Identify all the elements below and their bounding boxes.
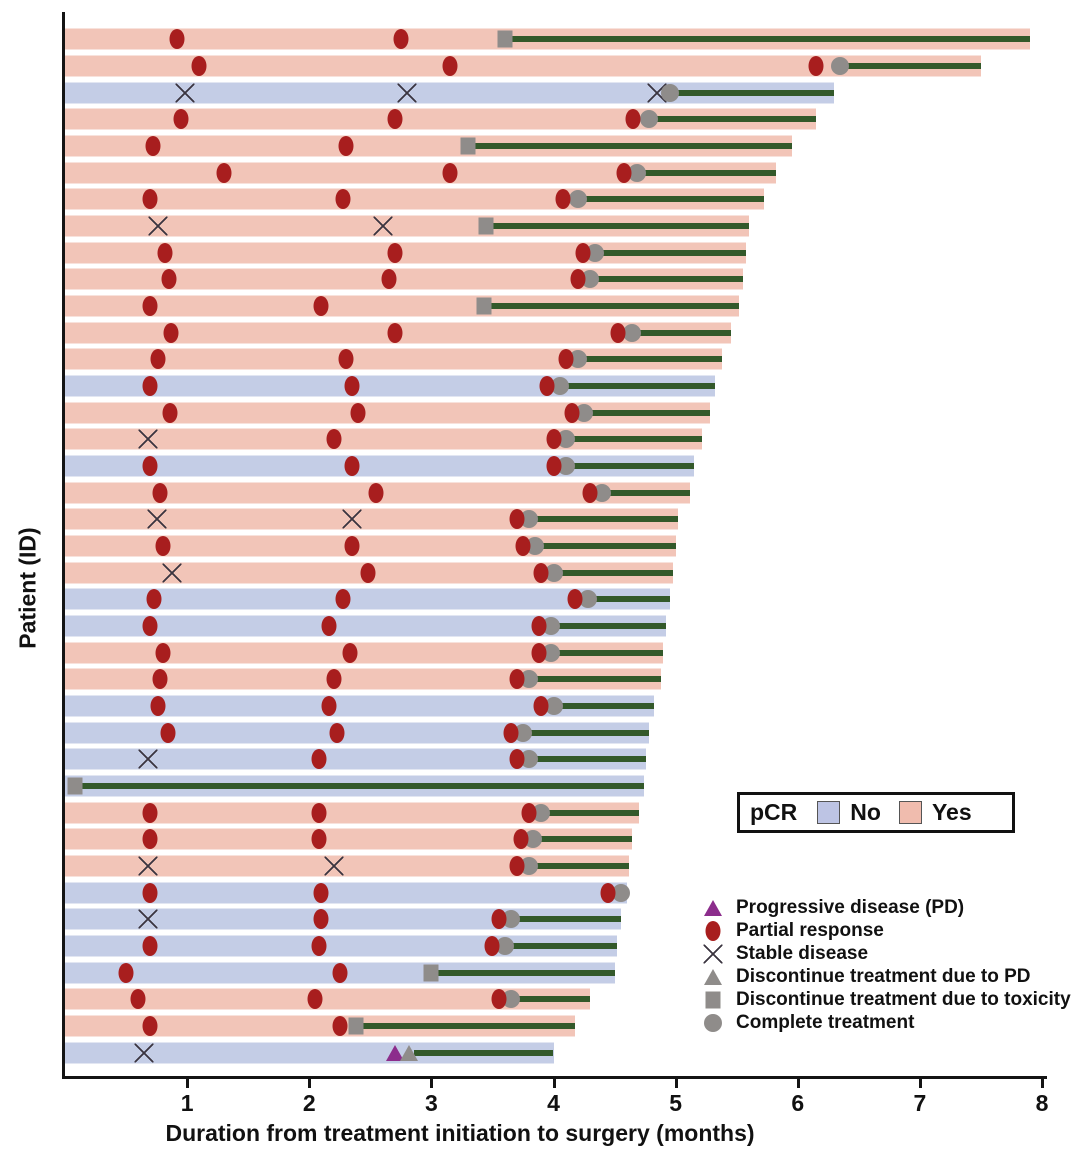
marker-partial-response — [442, 56, 457, 76]
y-axis-line — [62, 12, 65, 1079]
marker-partial-response — [338, 349, 353, 369]
marker-partial-response — [601, 883, 616, 903]
marker-partial-response — [625, 109, 640, 129]
marker-partial-response — [564, 403, 579, 423]
x-axis-tick — [186, 1079, 189, 1088]
marker-partial-response — [342, 643, 357, 663]
marker-legend-row — [702, 988, 1077, 1011]
x-axis-tick — [430, 1079, 433, 1088]
marker-discontinue-pd-icon — [400, 1045, 418, 1061]
marker-partial-response — [534, 563, 549, 583]
marker-discontinue-toxicity — [479, 217, 494, 234]
post-treatment-line — [632, 330, 731, 336]
patient-row — [65, 719, 1042, 746]
marker-partial-response — [344, 376, 359, 396]
marker-partial-response — [556, 189, 571, 209]
marker-discontinue-toxicity — [476, 297, 491, 314]
marker-partial-response — [351, 403, 366, 423]
patient-row — [65, 346, 1042, 373]
patient-row — [65, 693, 1042, 720]
post-treatment-line — [75, 783, 644, 789]
marker-partial-response — [336, 189, 351, 209]
pcr-swatch-yes — [899, 801, 922, 824]
marker-partial-response — [216, 163, 231, 183]
marker-discontinue-pd-icon-icon — [704, 969, 722, 985]
marker-partial-response — [145, 136, 160, 156]
post-treatment-line — [529, 676, 661, 682]
post-treatment-line — [584, 410, 710, 416]
marker-partial-response — [575, 243, 590, 263]
marker-partial-response — [534, 696, 549, 716]
post-treatment-line — [551, 650, 663, 656]
marker-partial-response — [143, 616, 158, 636]
patient-row — [65, 1039, 1042, 1066]
pcr-legend — [737, 792, 1015, 833]
marker-partial-response — [312, 936, 327, 956]
post-treatment-line — [551, 623, 666, 629]
patient-row — [65, 373, 1042, 400]
marker-partial-response — [321, 696, 336, 716]
patient-row — [65, 479, 1042, 506]
patient-row — [65, 26, 1042, 53]
marker-legend-label: Stable disease — [736, 942, 869, 964]
marker-stable-disease — [148, 216, 167, 235]
marker-complete-treatment — [831, 57, 849, 75]
x-axis-label: Duration from treatment initiation to surgery (months) — [165, 1120, 755, 1146]
marker-partial-response — [611, 323, 626, 343]
marker-complete-treatment — [569, 190, 587, 208]
marker-partial-response — [143, 829, 158, 849]
marker-partial-response — [522, 803, 537, 823]
post-treatment-line — [529, 863, 629, 869]
marker-legend-icon-cell — [702, 943, 724, 965]
marker-partial-response — [540, 376, 555, 396]
patient-row — [65, 159, 1042, 186]
marker-partial-response — [155, 536, 170, 556]
marker-partial-response — [143, 376, 158, 396]
patient-row — [65, 613, 1042, 640]
marker-partial-response — [387, 243, 402, 263]
post-treatment-line — [566, 436, 703, 442]
marker-legend-icon-cell — [702, 966, 724, 988]
x-axis-tick — [553, 1079, 556, 1088]
patient-row — [65, 53, 1042, 80]
marker-partial-response — [568, 589, 583, 609]
pcr-legend-item-label: No — [850, 799, 881, 825]
marker-partial-response — [513, 829, 528, 849]
marker-partial-response — [314, 883, 329, 903]
patient-row — [65, 266, 1042, 293]
marker-partial-response — [164, 323, 179, 343]
x-axis-tick — [675, 1079, 678, 1088]
pcr-swatch-no — [817, 801, 840, 824]
marker-partial-response — [387, 323, 402, 343]
marker-stable-disease — [324, 856, 343, 875]
post-treatment-line — [484, 303, 739, 309]
patient-row — [65, 319, 1042, 346]
marker-partial-response — [143, 1016, 158, 1036]
marker-partial-response — [161, 269, 176, 289]
marker-stable-disease — [135, 1043, 154, 1062]
marker-legend-icon-cell — [702, 989, 724, 1011]
marker-partial-response — [583, 483, 598, 503]
marker-partial-response — [312, 749, 327, 769]
y-axis-label: Patient (ID) — [14, 527, 41, 649]
marker-partial-response — [119, 963, 134, 983]
marker-partial-response — [381, 269, 396, 289]
marker-partial-response — [332, 1016, 347, 1036]
patient-row — [65, 133, 1042, 160]
marker-legend-icon-cell — [702, 920, 724, 942]
marker-legend-icon-cell — [702, 1012, 724, 1034]
marker-partial-response — [338, 136, 353, 156]
marker-partial-response — [330, 723, 345, 743]
x-axis-tick — [1041, 1079, 1044, 1088]
x-axis-tick-label: 3 — [424, 1090, 438, 1116]
marker-partial-response — [163, 403, 178, 423]
x-axis-tick-label: 8 — [1035, 1090, 1049, 1116]
x-axis-tick — [919, 1079, 922, 1088]
x-axis-tick-label: 1 — [180, 1090, 194, 1116]
marker-partial-response — [150, 349, 165, 369]
marker-partial-response — [546, 456, 561, 476]
marker-partial-response — [143, 456, 158, 476]
x-axis-tick-label: 4 — [547, 1090, 560, 1116]
marker-partial-response — [143, 189, 158, 209]
x-axis-tick — [797, 1079, 800, 1088]
post-treatment-line — [523, 730, 649, 736]
marker-progressive-disease-icon — [704, 900, 722, 916]
marker-complete-treatment-icon — [704, 1014, 722, 1032]
post-treatment-line — [566, 463, 694, 469]
marker-partial-response — [617, 163, 632, 183]
marker-stable-disease — [342, 510, 361, 529]
marker-partial-response — [509, 509, 524, 529]
marker-legend-icon-cell — [702, 897, 724, 919]
marker-partial-response — [509, 749, 524, 769]
pcr-legend-items — [817, 799, 971, 826]
patient-row — [65, 666, 1042, 693]
patient-row — [65, 213, 1042, 240]
marker-partial-response — [314, 296, 329, 316]
marker-partial-response — [308, 989, 323, 1009]
post-treatment-line — [511, 996, 590, 1002]
patient-row — [65, 426, 1042, 453]
patient-row — [65, 293, 1042, 320]
pcr-legend-item — [899, 799, 972, 826]
marker-partial-response-icon — [706, 921, 721, 941]
marker-legend-label: Discontinue treatment due to toxicity — [736, 988, 1071, 1010]
marker-partial-response — [160, 723, 175, 743]
marker-partial-response — [321, 616, 336, 636]
post-treatment-line — [578, 196, 764, 202]
marker-partial-response — [558, 349, 573, 369]
marker-partial-response — [326, 669, 341, 689]
marker-discontinue-toxicity — [461, 137, 476, 154]
marker-partial-response — [332, 963, 347, 983]
patient-row — [65, 506, 1042, 533]
marker-partial-response — [393, 29, 408, 49]
marker-partial-response — [314, 909, 329, 929]
post-treatment-line — [414, 1050, 553, 1056]
marker-discontinue-toxicity — [424, 964, 439, 981]
marker-partial-response — [158, 243, 173, 263]
patient-row — [65, 746, 1042, 773]
post-treatment-line — [595, 250, 746, 256]
post-treatment-line — [554, 703, 654, 709]
marker-discontinue-toxicity — [67, 777, 82, 794]
marker-partial-response — [360, 563, 375, 583]
marker-legend-label: Partial response — [736, 919, 884, 941]
marker-partial-response — [131, 989, 146, 1009]
marker-partial-response — [509, 856, 524, 876]
post-treatment-line — [602, 490, 690, 496]
patient-row — [65, 106, 1042, 133]
post-treatment-line — [533, 836, 632, 842]
marker-stable-disease — [139, 910, 158, 929]
marker-partial-response — [153, 483, 168, 503]
post-treatment-line — [529, 756, 646, 762]
marker-partial-response — [485, 936, 500, 956]
marker-stable-disease — [139, 856, 158, 875]
marker-legend-row — [702, 942, 1077, 965]
marker-partial-response — [155, 643, 170, 663]
post-treatment-line — [486, 223, 749, 229]
post-treatment-line — [505, 943, 617, 949]
marker-partial-response — [312, 803, 327, 823]
marker-legend-row — [702, 1011, 1077, 1034]
patient-row — [65, 853, 1042, 880]
marker-legend-row — [702, 896, 1077, 919]
marker-partial-response — [143, 883, 158, 903]
marker-complete-treatment — [640, 110, 658, 128]
post-treatment-line — [590, 276, 743, 282]
post-treatment-line — [578, 356, 722, 362]
marker-partial-response — [344, 456, 359, 476]
marker-legend — [702, 896, 1077, 1034]
marker-complete-treatment — [661, 84, 679, 102]
marker-legend-row — [702, 919, 1077, 942]
marker-stable-disease-icon — [704, 944, 723, 963]
marker-partial-response — [369, 483, 384, 503]
post-treatment-line — [560, 383, 715, 389]
marker-stable-disease — [163, 563, 182, 582]
post-treatment-line — [649, 116, 816, 122]
post-treatment-line — [588, 596, 670, 602]
post-treatment-line — [431, 970, 614, 976]
marker-partial-response — [143, 803, 158, 823]
marker-legend-label: Discontinue treatment due to PD — [736, 965, 1031, 987]
marker-partial-response — [143, 936, 158, 956]
marker-partial-response — [170, 29, 185, 49]
patient-row — [65, 586, 1042, 613]
pcr-legend-item-label: Yes — [931, 799, 972, 825]
marker-stable-disease — [147, 510, 166, 529]
patient-row — [65, 639, 1042, 666]
post-treatment-line — [535, 543, 675, 549]
marker-partial-response — [153, 669, 168, 689]
post-treatment-line — [541, 810, 639, 816]
marker-partial-response — [491, 909, 506, 929]
patient-row — [65, 453, 1042, 480]
marker-partial-response — [809, 56, 824, 76]
marker-partial-response — [150, 696, 165, 716]
marker-partial-response — [312, 829, 327, 849]
post-treatment-line — [468, 143, 792, 149]
patient-row — [65, 239, 1042, 266]
marker-partial-response — [442, 163, 457, 183]
marker-partial-response — [515, 536, 530, 556]
marker-partial-response — [570, 269, 585, 289]
marker-partial-response — [531, 643, 546, 663]
marker-partial-response — [503, 723, 518, 743]
pcr-legend-title: pCR — [750, 799, 798, 825]
post-treatment-line — [670, 90, 835, 96]
marker-partial-response — [336, 589, 351, 609]
pcr-legend-item — [817, 799, 881, 826]
marker-stable-disease — [139, 750, 158, 769]
post-treatment-line — [356, 1023, 576, 1029]
x-axis-tick — [308, 1079, 311, 1088]
marker-stable-disease — [139, 430, 158, 449]
marker-stable-disease — [175, 83, 194, 102]
marker-legend-row — [702, 965, 1077, 988]
marker-partial-response — [143, 296, 158, 316]
patient-row — [65, 186, 1042, 213]
post-treatment-line — [637, 170, 776, 176]
x-axis-tick-label: 5 — [669, 1090, 683, 1116]
marker-discontinue-toxicity-icon — [706, 991, 721, 1008]
marker-partial-response — [147, 589, 162, 609]
marker-partial-response — [387, 109, 402, 129]
marker-legend-label: Complete treatment — [736, 1011, 915, 1033]
marker-partial-response — [509, 669, 524, 689]
patient-row — [65, 533, 1042, 560]
marker-partial-response — [491, 989, 506, 1009]
marker-partial-response — [192, 56, 207, 76]
post-treatment-line — [529, 516, 678, 522]
x-axis-tick-label: 6 — [791, 1090, 805, 1116]
post-treatment-line — [840, 63, 980, 69]
patient-row — [65, 559, 1042, 586]
post-treatment-line — [511, 916, 621, 922]
marker-stable-disease — [397, 83, 416, 102]
patient-row — [65, 399, 1042, 426]
x-axis-tick-label: 2 — [302, 1090, 316, 1116]
marker-stable-disease — [373, 216, 392, 235]
patient-row — [65, 79, 1042, 106]
x-axis-tick-label: 7 — [913, 1090, 927, 1116]
marker-legend-label: Progressive disease (PD) — [736, 896, 965, 918]
marker-partial-response — [531, 616, 546, 636]
post-treatment-line — [554, 570, 674, 576]
post-treatment-line — [505, 36, 1030, 42]
marker-discontinue-toxicity — [348, 1017, 363, 1034]
marker-discontinue-toxicity — [497, 31, 512, 48]
marker-partial-response — [546, 429, 561, 449]
marker-partial-response — [174, 109, 189, 129]
marker-partial-response — [344, 536, 359, 556]
marker-partial-response — [326, 429, 341, 449]
